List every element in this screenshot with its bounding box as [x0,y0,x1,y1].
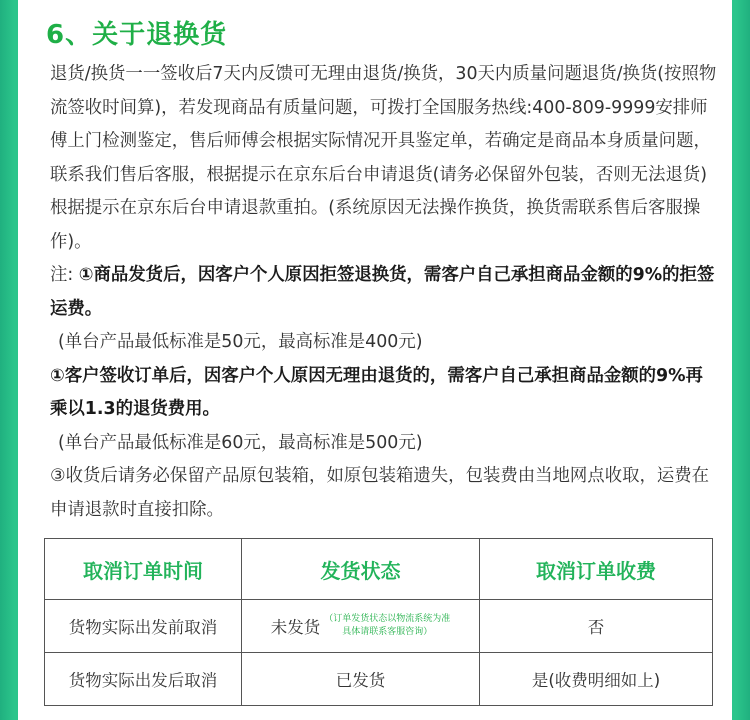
table-row [45,653,713,706]
cell-time: 货物实际出发前取消 [45,600,242,653]
note-1-text: ①商品发货后，因客户个人原因拒签退换货，需客户自己承担商品金额的9%的拒签运费。 [50,265,715,319]
note-2-text: ①客户签收订单后，因客户个人原因无理由退货的，需客户自己承担商品金额的9%再乘以1.3的退货费用。 [50,365,703,419]
header-cancel-time: 取消订单时间 [45,539,242,600]
note-prefix: 注: [50,265,79,285]
cell-fee: 否 [480,600,713,653]
status-text: 未发货 [270,618,321,637]
return-policy-text [50,58,718,527]
status-note-line2: 具体请联系客服咨询） [342,627,433,637]
cell-fee: 是(收费明细如上) [480,653,713,706]
content-card [18,0,732,720]
table-row [45,600,713,653]
cell-time: 货物实际出发后取消 [45,653,242,706]
header-shipping-status: 发货状态 [242,539,480,600]
cancellation-fee-table [44,538,713,706]
table-header-row [45,539,713,600]
header-cancel-fee: 取消订单收费 [480,539,713,600]
cell-status: 已发货 [242,653,480,706]
section-title: 6、关于退换货 [46,20,228,50]
cell-status [242,600,480,653]
status-note-line1: （订单发货状态以物流系统为准 [324,614,451,624]
note-3-text: ③收货后请务必保留产品原包装箱，如原包装箱遗失，包装费由当地网点收取，运费在申请退款时直接扣除。 [50,466,710,520]
policy-paragraph: 退货/换货一一签收后7天内反馈可无理由退货/换货，30天内质量问题退货/换货(按照物流签收时间算)，若发现商品有质量问题，可拨打全国服务热线:400-809-9999安排师傅上门检测鉴定，售后师傅会根据实际情况开具鉴定单，若确定是商品本身质量问题，联系我们售后客服，根据提示在京东后台申请退货(请务必保留外包装，否则无法退货)根据提示在京东后台申请退款重拍。(系统原因无法操作换货，换货需联系售后客服操作)。 [50,64,717,252]
status-note [324,613,450,639]
note-2-range: (单台产品最低标准是60元，最高标准是500元) [58,432,423,453]
note-1-range: (单台产品最低标准是50元，最高标准是400元) [58,332,423,352]
note-1 [50,259,718,326]
